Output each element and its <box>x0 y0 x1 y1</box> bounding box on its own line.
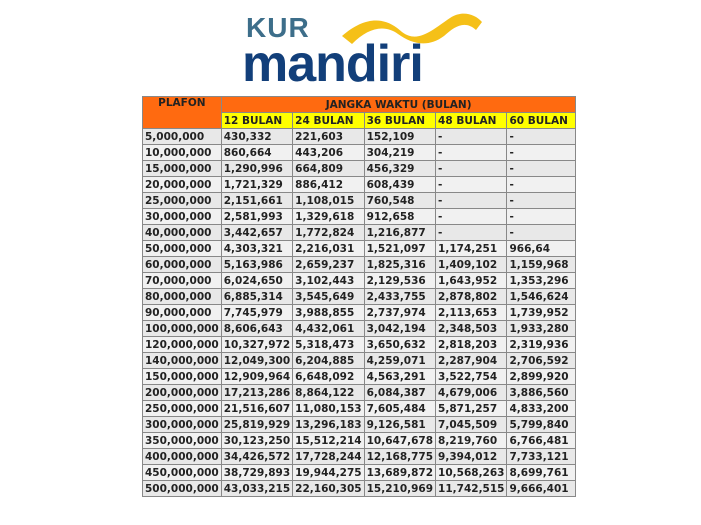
installment-cell: 22,160,305 <box>293 481 364 497</box>
installment-cell: 2,899,920 <box>507 369 576 385</box>
installment-cell: 1,933,280 <box>507 321 576 337</box>
table-row <box>143 257 576 273</box>
installment-cell: 2,878,802 <box>436 289 507 305</box>
mandiri-logo-text: mandiri <box>242 35 423 93</box>
installment-cell: 4,833,200 <box>507 401 576 417</box>
installment-cell: 17,213,286 <box>221 385 292 401</box>
table-row <box>143 369 576 385</box>
installment-cell: 1,159,968 <box>507 257 576 273</box>
installment-cell: 15,210,969 <box>364 481 435 497</box>
plafon-cell: 500,000,000 <box>143 481 222 497</box>
installment-cell: 664,809 <box>293 161 364 177</box>
installment-cell: 13,296,183 <box>293 417 364 433</box>
installment-cell: 1,409,102 <box>436 257 507 273</box>
plafon-cell: 150,000,000 <box>143 369 222 385</box>
plafon-cell: 90,000,000 <box>143 305 222 321</box>
installment-cell: 760,548 <box>364 193 435 209</box>
table-row <box>143 129 576 145</box>
table-row <box>143 417 576 433</box>
installment-cell: 11,742,515 <box>436 481 507 497</box>
table-row <box>143 481 576 497</box>
installment-cell: 2,319,936 <box>507 337 576 353</box>
plafon-cell: 250,000,000 <box>143 401 222 417</box>
table-row <box>143 465 576 481</box>
plafon-cell: 70,000,000 <box>143 273 222 289</box>
installment-cell: - <box>436 129 507 145</box>
installment-cell: 1,825,316 <box>364 257 435 273</box>
installment-cell: 1,216,877 <box>364 225 435 241</box>
installment-cell: 2,113,653 <box>436 305 507 321</box>
plafon-cell: 80,000,000 <box>143 289 222 305</box>
installment-cell: 6,084,387 <box>364 385 435 401</box>
column-header: 36 BULAN <box>364 113 435 129</box>
installment-cell: 17,728,244 <box>293 449 364 465</box>
installment-cell: 38,729,893 <box>221 465 292 481</box>
installment-cell: 2,151,661 <box>221 193 292 209</box>
installment-cell: 3,545,649 <box>293 289 364 305</box>
column-header: 48 BULAN <box>436 113 507 129</box>
installment-cell: - <box>436 145 507 161</box>
installment-cell: 5,799,840 <box>507 417 576 433</box>
plafon-cell: 50,000,000 <box>143 241 222 257</box>
table-row <box>143 449 576 465</box>
installment-cell: 7,605,484 <box>364 401 435 417</box>
installment-cell: 7,045,509 <box>436 417 507 433</box>
installment-cell: 9,394,012 <box>436 449 507 465</box>
installment-cell: - <box>507 209 576 225</box>
installment-cell: - <box>436 225 507 241</box>
installment-cell: - <box>436 177 507 193</box>
installment-cell: 5,871,257 <box>436 401 507 417</box>
installment-cell: 860,664 <box>221 145 292 161</box>
installment-cell: 7,745,979 <box>221 305 292 321</box>
installment-cell: 8,219,760 <box>436 433 507 449</box>
table-row <box>143 401 576 417</box>
installment-cell: - <box>507 161 576 177</box>
installment-cell: 886,412 <box>293 177 364 193</box>
table-row <box>143 353 576 369</box>
installment-cell: 1,108,015 <box>293 193 364 209</box>
installment-cell: 1,721,329 <box>221 177 292 193</box>
table-row <box>143 193 576 209</box>
installment-cell: 966,64 <box>507 241 576 257</box>
plafon-cell: 400,000,000 <box>143 449 222 465</box>
plafon-header: PLAFON <box>143 97 222 129</box>
installment-cell: 2,216,031 <box>293 241 364 257</box>
installment-cell: 430,332 <box>221 129 292 145</box>
table-row <box>143 161 576 177</box>
column-header: 24 BULAN <box>293 113 364 129</box>
installment-cell: 1,353,296 <box>507 273 576 289</box>
installment-cell: 21,516,607 <box>221 401 292 417</box>
installment-cell: 4,259,071 <box>364 353 435 369</box>
installment-cell: 3,042,194 <box>364 321 435 337</box>
installment-cell: 1,643,952 <box>436 273 507 289</box>
term-header: JANGKA WAKTU (BULAN) <box>221 97 576 113</box>
installment-cell: 304,219 <box>364 145 435 161</box>
plafon-cell: 5,000,000 <box>143 129 222 145</box>
installment-cell: 9,126,581 <box>364 417 435 433</box>
installment-cell: 1,329,618 <box>293 209 364 225</box>
installment-cell: 11,080,153 <box>293 401 364 417</box>
installment-cell: 8,699,761 <box>507 465 576 481</box>
installment-cell: 3,650,632 <box>364 337 435 353</box>
installment-cell: 2,581,993 <box>221 209 292 225</box>
plafon-cell: 120,000,000 <box>143 337 222 353</box>
column-header: 60 BULAN <box>507 113 576 129</box>
installment-cell: 3,442,657 <box>221 225 292 241</box>
installment-cell: 6,204,885 <box>293 353 364 369</box>
installment-cell: 43,033,215 <box>221 481 292 497</box>
installment-cell: 7,733,121 <box>507 449 576 465</box>
table-row <box>143 241 576 257</box>
installment-cell: 608,439 <box>364 177 435 193</box>
installment-cell: 5,163,986 <box>221 257 292 273</box>
installment-cell: 4,679,006 <box>436 385 507 401</box>
kur-installment-table <box>142 96 576 497</box>
plafon-cell: 15,000,000 <box>143 161 222 177</box>
installment-cell: 10,568,263 <box>436 465 507 481</box>
installment-cell: - <box>507 129 576 145</box>
installment-cell: 4,432,061 <box>293 321 364 337</box>
plafon-cell: 20,000,000 <box>143 177 222 193</box>
plafon-cell: 30,000,000 <box>143 209 222 225</box>
table-row <box>143 225 576 241</box>
installment-cell: 3,522,754 <box>436 369 507 385</box>
kur-logo-text: KUR <box>246 12 310 43</box>
table-row <box>143 177 576 193</box>
installment-cell: 4,303,321 <box>221 241 292 257</box>
table-row <box>143 337 576 353</box>
installment-cell: 1,290,996 <box>221 161 292 177</box>
installment-cell: 3,988,855 <box>293 305 364 321</box>
installment-cell: 6,648,092 <box>293 369 364 385</box>
installment-cell: 15,512,214 <box>293 433 364 449</box>
table-row <box>143 273 576 289</box>
plafon-cell: 140,000,000 <box>143 353 222 369</box>
installment-cell: 456,329 <box>364 161 435 177</box>
installment-cell: 25,819,929 <box>221 417 292 433</box>
table-row <box>143 433 576 449</box>
installment-cell: 8,606,643 <box>221 321 292 337</box>
installment-cell: 12,049,300 <box>221 353 292 369</box>
installment-cell: 2,348,503 <box>436 321 507 337</box>
installment-cell: 13,689,872 <box>364 465 435 481</box>
column-header: 12 BULAN <box>221 113 292 129</box>
installment-cell: 2,433,755 <box>364 289 435 305</box>
installment-cell: 4,563,291 <box>364 369 435 385</box>
installment-cell: - <box>436 209 507 225</box>
installment-cell: 2,818,203 <box>436 337 507 353</box>
installment-cell: 12,168,775 <box>364 449 435 465</box>
installment-cell: - <box>507 193 576 209</box>
installment-cell: 6,024,650 <box>221 273 292 289</box>
plafon-cell: 350,000,000 <box>143 433 222 449</box>
table-row <box>143 305 576 321</box>
plafon-cell: 100,000,000 <box>143 321 222 337</box>
installment-cell: 443,206 <box>293 145 364 161</box>
installment-cell: 19,944,275 <box>293 465 364 481</box>
installment-cell: - <box>436 161 507 177</box>
installment-cell: 3,886,560 <box>507 385 576 401</box>
plafon-cell: 200,000,000 <box>143 385 222 401</box>
installment-cell: 1,174,251 <box>436 241 507 257</box>
table-row <box>143 385 576 401</box>
installment-cell: 10,647,678 <box>364 433 435 449</box>
installment-cell: 5,318,473 <box>293 337 364 353</box>
plafon-cell: 60,000,000 <box>143 257 222 273</box>
installment-cell: 12,909,964 <box>221 369 292 385</box>
plafon-cell: 10,000,000 <box>143 145 222 161</box>
installment-cell: - <box>436 193 507 209</box>
installment-cell: 2,706,592 <box>507 353 576 369</box>
installment-cell: 2,659,237 <box>293 257 364 273</box>
plafon-cell: 300,000,000 <box>143 417 222 433</box>
table-row <box>143 145 576 161</box>
installment-cell: 1,772,824 <box>293 225 364 241</box>
installment-cell: 221,603 <box>293 129 364 145</box>
table-row <box>143 209 576 225</box>
installment-cell: 6,885,314 <box>221 289 292 305</box>
installment-cell: 34,426,572 <box>221 449 292 465</box>
installment-cell: - <box>507 177 576 193</box>
installment-cell: 2,737,974 <box>364 305 435 321</box>
installment-cell: - <box>507 225 576 241</box>
plafon-cell: 40,000,000 <box>143 225 222 241</box>
plafon-cell: 450,000,000 <box>143 465 222 481</box>
installment-cell: 9,666,401 <box>507 481 576 497</box>
installment-cell: 2,129,536 <box>364 273 435 289</box>
installment-cell: 2,287,904 <box>436 353 507 369</box>
table-row <box>143 289 576 305</box>
installment-cell: - <box>507 145 576 161</box>
plafon-cell: 25,000,000 <box>143 193 222 209</box>
installment-cell: 1,739,952 <box>507 305 576 321</box>
installment-cell: 912,658 <box>364 209 435 225</box>
installment-cell: 30,123,250 <box>221 433 292 449</box>
table-row <box>143 321 576 337</box>
installment-cell: 1,546,624 <box>507 289 576 305</box>
installment-cell: 6,766,481 <box>507 433 576 449</box>
installment-cell: 3,102,443 <box>293 273 364 289</box>
kur-mandiri-logo <box>240 8 490 93</box>
installment-cell: 8,864,122 <box>293 385 364 401</box>
installment-cell: 1,521,097 <box>364 241 435 257</box>
installment-cell: 152,109 <box>364 129 435 145</box>
installment-cell: 10,327,972 <box>221 337 292 353</box>
